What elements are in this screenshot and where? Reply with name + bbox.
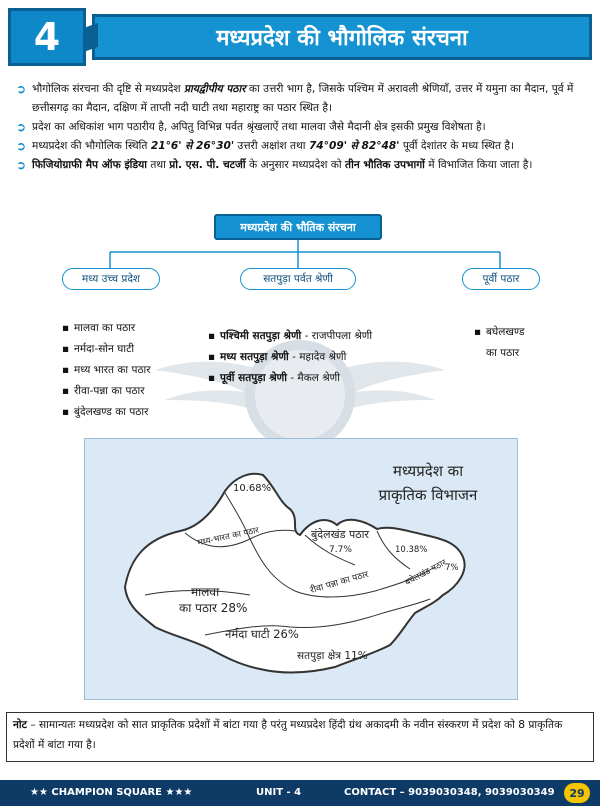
map-label: मध्य-भारत का पठार <box>196 525 260 549</box>
map-label: सतपुड़ा क्षेत्र 11% <box>297 650 368 662</box>
branch-central-highland: मध्य उच्च प्रदेश <box>62 268 160 290</box>
diagram-connectors <box>0 0 600 300</box>
map-label: नर्मदा घाटी 26% <box>225 627 299 641</box>
branch-satpura-range: सतपुड़ा पर्वत श्रेणी <box>240 268 356 290</box>
eastern-plateau-list <box>474 322 525 364</box>
list-item: का पठार <box>486 347 520 359</box>
arrow-circle-icon: ➲ <box>16 139 27 153</box>
map-label: 7.7% <box>329 545 352 555</box>
list-item: ▪ नर्मदा-सोन घाटी <box>62 343 135 355</box>
list-item: ▪ बुंदेलखण्ड का पठार <box>62 406 149 418</box>
map-label: बघेलखंड पठार <box>403 557 449 588</box>
chapter-number: 4 <box>8 8 86 66</box>
list-item: ▪ पश्चिमी सतपुड़ा श्रेणी - राजपीपला श्रेणी <box>208 330 373 342</box>
bullet-item: ➲ फिजियोग्राफी मैप ऑफ इंडिया तथा प्रो. एस. पी. चटर्जी के अनुसार मध्यप्रदेश को तीन भौतिक उपभागों में विभाजित किया जाता है। <box>16 156 586 175</box>
list-item: ▪ रीवा-पन्ना का पठार <box>62 385 145 397</box>
map-label: बुंदेलखंड पठार <box>311 528 369 541</box>
branch-eastern-plateau: पूर्वी पठार <box>462 268 540 290</box>
map-label: 7% <box>445 563 459 573</box>
arrow-circle-icon: ➲ <box>16 120 27 134</box>
page-footer <box>0 780 600 806</box>
list-item: ▪ पूर्वी सतपुड़ा श्रेणी - मैकल श्रेणी <box>208 372 340 384</box>
page-number: 29 <box>564 783 590 803</box>
map-label: 10.68% <box>233 483 272 494</box>
brand-name: ★★ CHAMPION SQUARE ★★★ <box>30 787 193 798</box>
note-box: नोट – सामान्यतः मध्यप्रदेश को सात प्राकृतिक प्रदेशों में बांटा गया है परंतु मध्यप्रदेश हिंदी ग्रंथ अकादमी के नवीन संस्करण में प्रदेश को 8 प्राकृतिक प्रदेशों में बांटा गया है। <box>6 712 594 762</box>
list-item: ▪ मध्य भारत का पठार <box>62 364 151 376</box>
chapter-title: मध्यप्रदेश की भौगोलिक संरचना <box>92 14 592 60</box>
contact-info: CONTACT – 9039030348, 9039030349 <box>344 787 555 798</box>
map-label: रीवा पन्ना का पठार <box>309 569 370 597</box>
list-item: ▪ बघेलखण्ड <box>474 326 525 338</box>
map-label: का पठार 28% <box>179 601 248 615</box>
diagram-title: मध्यप्रदेश की भौतिक संरचना <box>214 214 382 240</box>
list-item: ▪ मध्य सतपुड़ा श्रेणी - महादेव श्रेणी <box>208 351 347 363</box>
unit-label: UNIT - 4 <box>256 787 302 798</box>
physiographic-map-panel <box>84 438 518 700</box>
bullet-item: ➲ मध्यप्रदेश की भौगोलिक स्थिति 21°6' से 26°30' उत्तरी अक्षांश तथा 74°09' से 82°48' पूर्वी देशांतर के मध्य स्थित है। <box>16 137 586 156</box>
list-item: ▪ मालवा का पठार <box>62 322 136 334</box>
arrow-circle-icon: ➲ <box>16 158 27 172</box>
map-title: मध्यप्रदेश का प्राकृतिक विभाजन <box>378 462 478 504</box>
central-highland-list <box>62 318 151 423</box>
satpura-range-list <box>208 326 372 389</box>
bullet-item: ➲ भौगोलिक संरचना की दृष्टि से मध्यप्रदेश प्रायद्वीपीय पठार का उत्तरी भाग है, जिसके पश्चिम में अरावली श्रेणियाँ, उत्तर में यमुना का मैदान, पूर्व में छत्तीसगढ़ का मैदान, दक्षिण में ताप्ती नदी घाटी तथा महाराष्ट्र का पठार स्थित है। <box>16 82 574 114</box>
map-label: 10.38% <box>395 545 428 555</box>
map-label: मालवा <box>191 585 220 599</box>
arrow-circle-icon: ➲ <box>16 82 27 96</box>
bullet-item: ➲ प्रदेश का अधिकांश भाग पठारीय है, अपितु विभिन्न पर्वत श्रृंखलाऐं तथा मालवा जैसे मैदानी क्षेत्र इसकी प्रमुख विशेषता है। <box>16 118 586 137</box>
